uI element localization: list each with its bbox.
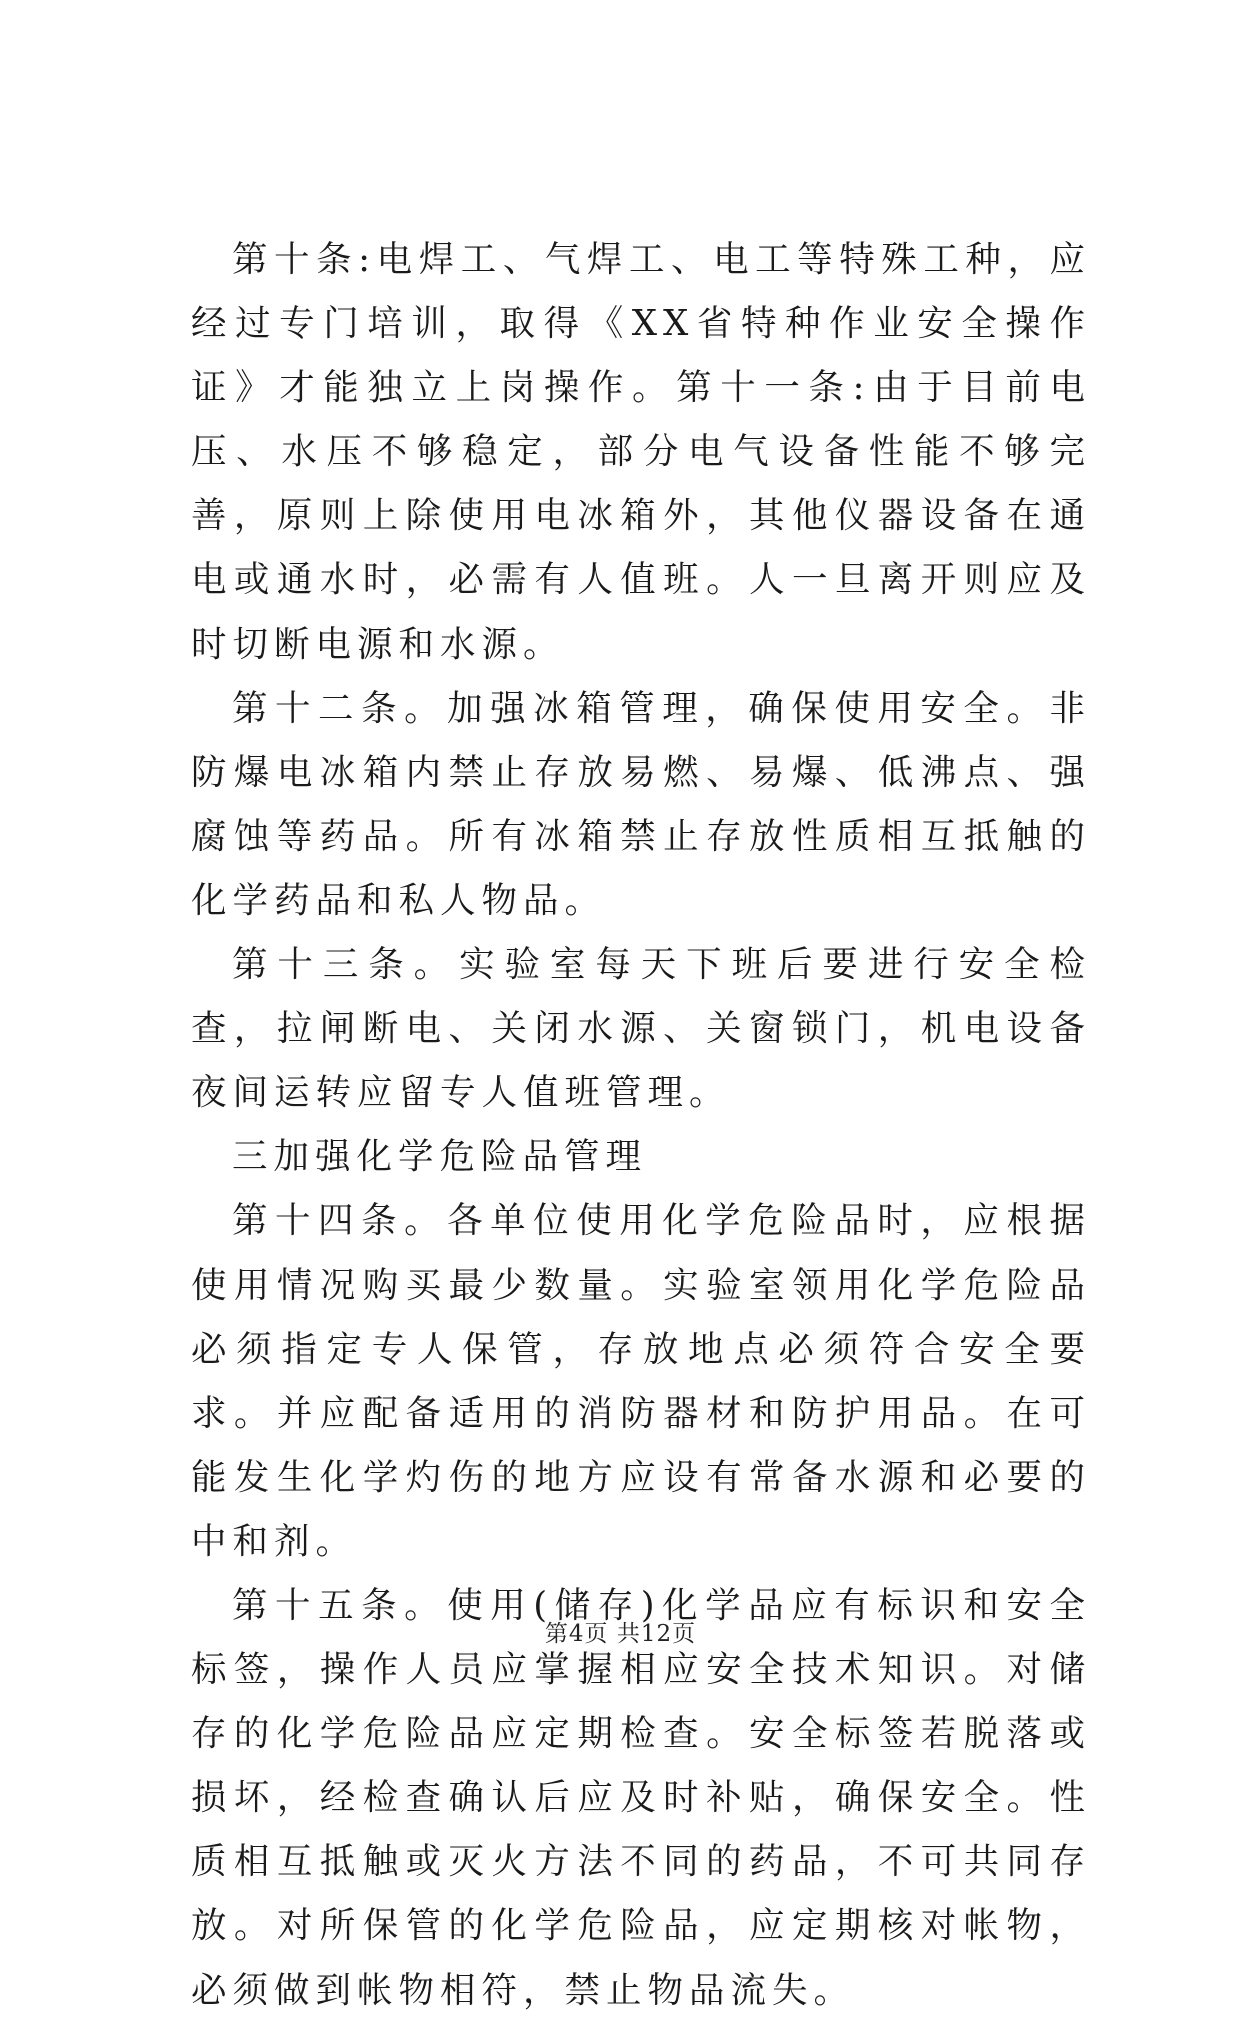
paragraph-article-12: 第十二条。加强冰箱管理，确保使用安全。非防爆电冰箱内禁止存放易燃、易爆、低沸点、强腐蚀等药品。所有冰箱禁止存放性质相互抵触的化学药品和私人物品。 bbox=[191, 687, 1091, 921]
paragraph-article-14: 第十四条。各单位使用化学危险品时，应根据使用情况购买最少数量。实验室领用化学危险品必须指定专人保管，存放地点必须符合安全要求。并应配备适用的消防器材和防护用品。在可能发生化学灼伤的地方应设有常备水源和必要的中和剂。 bbox=[191, 1200, 1091, 1562]
paragraph-article-13: 第十三条。实验室每天下班后要进行安全检查，拉闸断电、关闭水源、关窗锁门，机电设备夜间运转应留专人值班管理。 bbox=[191, 944, 1091, 1114]
document-body bbox=[191, 228, 1091, 2023]
page-number-footer: 第4页 共12页 bbox=[544, 1621, 697, 1647]
paragraph-article-10-11: 第十条:电焊工、气焊工、电工等特殊工种，应经过专门培训，取得《XX省特种作业安全操作证》才能独立上岗操作。第十一条:由于目前电压、水压不够稳定，部分电气设备性能不够完善，原则上除使用电冰箱外，其他仪器设备在通电或通水时，必需有人值班。人一旦离开则应及时切断电源和水源。 bbox=[191, 239, 1091, 665]
paragraph-article-15: 第十五条。使用(储存)化学品应有标识和安全标签，操作人员应掌握相应安全技术知识。对储存的化学危险品应定期检查。安全标签若脱落或损坏，经检查确认后应及时补贴，确保安全。性质相互抵触或灭火方法不同的药品，不可共同存放。对所保管的化学危险品，应定期核对帐物，必须做到帐物相符，禁止物品流失。 bbox=[191, 1584, 1091, 2011]
section-heading-chemical-hazards: 三加强化学危险品管理 bbox=[232, 1136, 648, 1178]
